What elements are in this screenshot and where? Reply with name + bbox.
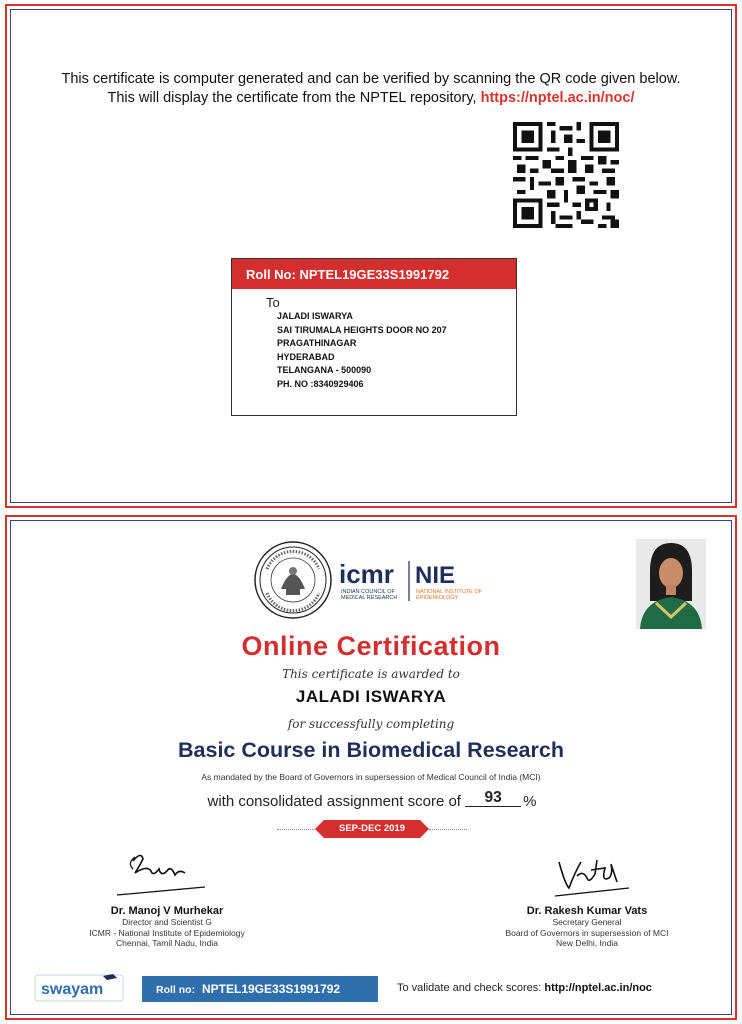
validate-text: To validate and check scores:: [397, 982, 542, 994]
verify-line-1: This certificate is computer generated and can be verified by scanning the QR code given below.: [61, 71, 681, 87]
score-value: 93: [465, 790, 521, 807]
validate-note: [397, 982, 652, 994]
address-line: TELANGANA - 500090: [277, 365, 372, 375]
signatory-left-role: ICMR - National Institute of Epidemiology: [89, 927, 245, 938]
address-line: PH. NO :8340929406: [277, 378, 364, 389]
period-label-wrap: [315, 820, 429, 838]
certificate-panel: [5, 515, 737, 1020]
verification-note: [7, 70, 735, 108]
address-line: HYDERABAD: [277, 351, 335, 362]
validate-link[interactable]: http://nptel.ac.in/noc: [544, 982, 652, 994]
period-ribbon: [277, 820, 467, 838]
verify-line-2: [7, 89, 735, 108]
period-label: SEP-DEC 2019: [338, 823, 405, 834]
address-line: PRAGATHINAGAR: [277, 338, 357, 348]
person-photo-icon: [636, 539, 706, 629]
address-line: JALADI ISWARYA: [277, 311, 353, 321]
qr-code-icon: [513, 122, 619, 228]
course-name: Basic Course in Biomedical Research: [178, 738, 564, 762]
swayam-logo: [33, 973, 125, 1003]
dotted-rule-left: [277, 829, 315, 830]
address-block: [277, 310, 516, 391]
roll-number: NPTEL19GE33S1991792: [299, 267, 450, 282]
signatory-right-name: Dr. Rakesh Kumar Vats: [526, 905, 648, 917]
nie-full-name-line: NATIONAL INSTITUTE OF: [416, 589, 483, 595]
certificate-title: Online Certification: [241, 631, 501, 661]
icmr-full-name-line: MEDICAL RESEARCH: [341, 595, 398, 601]
icmr-seal-icon: [255, 542, 331, 618]
nptel-repository-link[interactable]: https://nptel.ac.in/noc/: [480, 90, 635, 106]
signatory-right-role: New Delhi, India: [556, 938, 618, 948]
signatory-left-role: Chennai, Tamil Nadu, India: [116, 938, 218, 948]
nie-full-name-line: EPIDEMIOLOGY: [416, 595, 459, 601]
address-cover-panel: [5, 4, 737, 508]
signatory-left-role: Director and Scientist G: [122, 917, 212, 927]
awarded-to-text: This certificate is awarded to: [282, 667, 460, 681]
to-label: To: [266, 295, 280, 310]
completion-text: for successfully completing: [287, 717, 455, 731]
mandate-text: As mandated by the Board of Governors in supersession of Medical Council of India (MCI): [201, 772, 541, 782]
footer-roll-number: NPTEL19GE33S1991792: [202, 982, 341, 996]
address-line: SAI TIRUMALA HEIGHTS DOOR NO 207: [277, 324, 447, 335]
signatory-right: [457, 905, 717, 949]
recipient-name: JALADI ISWARYA: [295, 687, 447, 706]
verify-line-2-text: This will display the certificate from the NPTEL repository,: [107, 90, 477, 106]
nie-wordmark: NIE: [415, 562, 456, 589]
signatory-left-name: Dr. Manoj V Murhekar: [110, 905, 224, 917]
score-line: [7, 789, 735, 811]
swayam-wordmark: swayam: [41, 981, 104, 998]
signature-left-icon: [113, 847, 209, 899]
score-prefix: with consolidated assignment score of: [207, 793, 461, 810]
address-card: [231, 258, 517, 416]
icmr-nie-logo: [253, 539, 503, 621]
footer-roll-box: [142, 976, 378, 1002]
signatory-right-role: Board of Governors in supersession of MCI: [505, 927, 669, 938]
roll-number-bar: [232, 259, 516, 289]
signatory-right-role: Secretary General: [552, 917, 622, 927]
footer-roll-label: Roll no:: [156, 984, 196, 996]
dotted-rule-right: [429, 829, 467, 830]
icmr-full-name-line: INDIAN COUNCIL OF: [341, 589, 395, 595]
roll-label: Roll No:: [246, 267, 296, 282]
signature-right-icon: [551, 854, 631, 900]
recipient-photo: [636, 539, 706, 629]
score-suffix: %: [523, 793, 537, 810]
signatory-left: [37, 905, 297, 949]
icmr-wordmark: icmr: [339, 559, 394, 589]
